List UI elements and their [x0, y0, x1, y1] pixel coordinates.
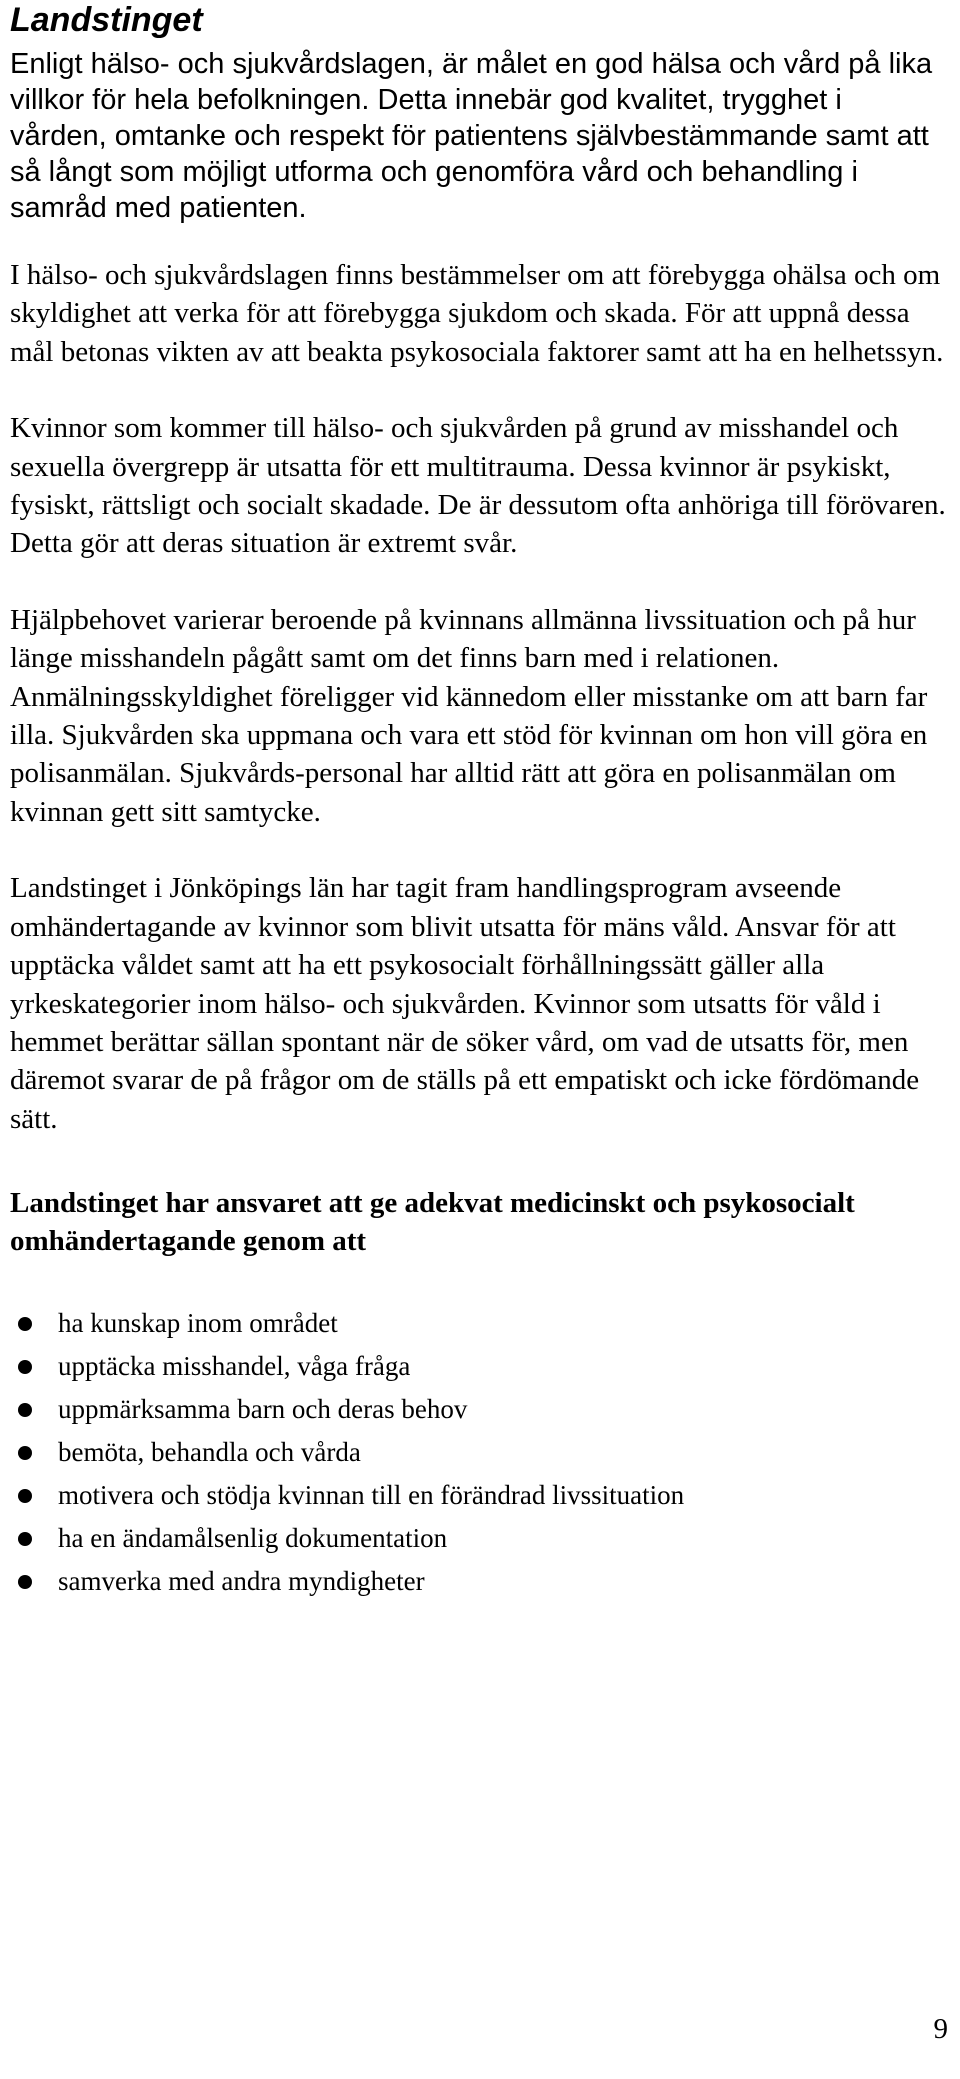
list-item: [10, 1345, 946, 1388]
list-item: [10, 1431, 946, 1474]
list-item-text: ha en ändamålsenlig dokumentation: [58, 1523, 448, 1554]
list-item: [10, 1474, 946, 1517]
paragraph-action-program: Landstinget i Jönköpings län har tagit fram handlingsprogram avseende omhändertagande av kvinnor som blivit utsatta för mäns våld. Ansvar för att upptäcka våldet samt att ha ett psykosocialt förhållningssätt gäller alla yrkeskategorier inom hälso- och sjukvården. Kvinnor som utsatts för våld i hemmet berättar sällan spontant när de söker vård, om vad de utsatts för, men däremot svarar de på frågor om de ställs på ett empatiskt och icke fördömande sätt.: [10, 872, 920, 1135]
bullet-icon: [18, 1446, 32, 1460]
list-item: [10, 1560, 946, 1603]
bullet-icon: [18, 1532, 32, 1546]
bullet-icon: [18, 1575, 32, 1589]
bullet-icon: [18, 1489, 32, 1503]
list-item-text: samverka med andra myndigheter: [58, 1566, 425, 1597]
paragraph-help-needs: Hjälpbehovet varierar beroende på kvinnans allmänna livssituation och på hur länge misshandeln pågått samt om det finns barn med i relationen. Anmälningsskyldighet föreligger vid kännedom eller misstanke om att barn far illa. Sjukvården ska uppmana och vara ett stöd för kvinnan om hon vill göra en polisanmälan. Sjukvårds-personal har alltid rätt att göra en polisanmälan om kvinnan gett sitt samtycke.: [10, 603, 928, 828]
bullet-icon: [18, 1403, 32, 1417]
intro-paragraph: Enligt hälso- och sjukvårdslagen, är målet en god hälsa och vård på lika villkor för hela befolkningen. Detta innebär god kvalitet, trygghet i vården, omtanke och respekt för patientens självbestämmande samt att så långt som möjligt utforma och genomföra vård och behandling i samråd med patienten.: [10, 48, 933, 224]
bullet-icon: [18, 1360, 32, 1374]
responsibility-heading: Landstinget har ansvaret att ge adekvat medicinskt och psykosocialt omhändertagande genom att: [10, 1187, 855, 1258]
page-number: 9: [933, 2013, 948, 2045]
list-item-text: uppmärksamma barn och deras behov: [58, 1394, 468, 1425]
paragraph-multitrauma: Kvinnor som kommer till hälso- och sjukvården på grund av misshandel och sexuella övergrepp är utsatta för ett multitrauma. Dessa kvinnor är psykiskt, fysiskt, rättsligt och socialt skadade. De är dessutom ofta anhöriga till förövaren. Detta gör att deras situation är extremt svår.: [10, 412, 946, 560]
page-title: Landstinget: [10, 1, 203, 39]
list-item: [10, 1517, 946, 1560]
bullet-icon: [18, 1317, 32, 1331]
responsibility-list: [10, 1302, 946, 1603]
list-item-text: ha kunskap inom området: [58, 1308, 338, 1339]
list-item-text: bemöta, behandla och vårda: [58, 1437, 361, 1468]
paragraph-prevention: I hälso- och sjukvårdslagen finns bestämmelser om att förebygga ohälsa och om skyldighet att verka för att förebygga sjukdom och skada. För att uppnå dessa mål betonas vikten av att beakta psykosociala faktorer samt att ha en helhetssyn.: [10, 259, 944, 368]
list-item-text: motivera och stödja kvinnan till en förändrad livssituation: [58, 1480, 685, 1511]
list-item-text: upptäcka misshandel, våga fråga: [58, 1351, 411, 1382]
list-item: [10, 1388, 946, 1431]
list-item: [10, 1302, 946, 1345]
